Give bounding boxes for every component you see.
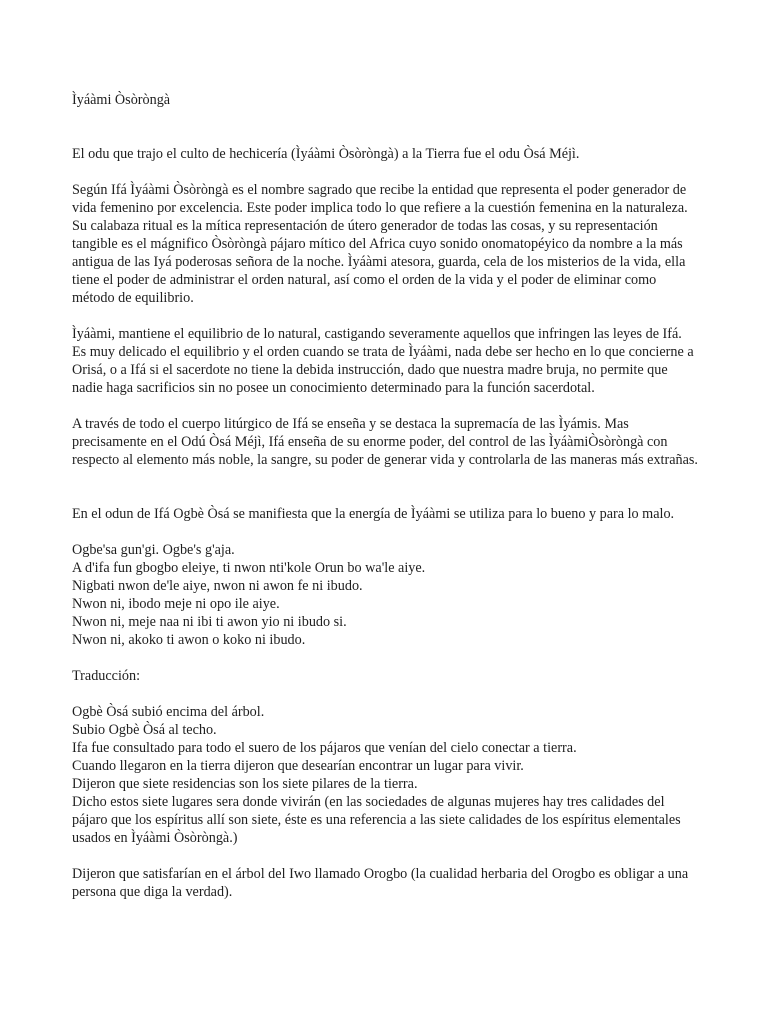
document-page bbox=[72, 91, 698, 919]
translation-line: Dijeron que siete residencias son los siete pilares de la tierra. bbox=[72, 776, 418, 792]
yoruba-verse bbox=[72, 541, 698, 649]
verse-line: Nwon ni, akoko ti awon o koko ni ibudo. bbox=[72, 632, 306, 648]
translation-line: Subio Ogbè Òsá al techo. bbox=[72, 722, 217, 738]
translation-heading: Traducción: bbox=[72, 668, 141, 684]
equilibrium-paragraph: Ìyáàmi, mantiene el equilibrio de lo natural, castigando severamente aquellos que infringen las leyes de Ifá. Es muy delicado el equilibrio y el orden cuando se trata de Ìyáàmi, nada debe ser hecho en lo que concierne a Orisá, o a Ifá si el sacerdote no tiene la debida instrucción, dado que nuestra madre bruja, no permite que nadie haga sacrificios sin no posee un conocimiento determinado para la función sacerdotal. bbox=[72, 326, 694, 396]
page-title: Ìyáàmi Òsòròngà bbox=[72, 92, 171, 108]
definition-paragraph: Según Ifá Ìyáàmi Òsòròngà es el nombre sagrado que recibe la entidad que representa el poder generador de vida femenino por excelencia. Este poder implica todo lo que refiere a la cuestión femenina en la naturaleza. Su calabaza ritual es la mítica representación de útero generador de todas las cosas, y su representación tangible es el mágnifico Òsòròngà pájaro mítico del Africa cuyo sonido onomatopéyico da nombre a la más antigua de las Iyá poderosas señora de la noche. Ìyáàmi atesora, guarda, cela de los misterios de la vida, ella tiene el poder de administrar el orden natural, así como el orden de la vida y el poder de eliminar como método de equilibrio. bbox=[72, 182, 688, 306]
verse-line: Nwon ni, meje naa ni ibi ti awon yio ni ibudo si. bbox=[72, 614, 347, 630]
verse-line: Ogbe'sa gun'gi. Ogbe's g'aja. bbox=[72, 542, 235, 558]
closing-paragraph: Dijeron que satisfarían en el árbol del Iwo llamado Orogbo (la cualidad herbaria del Orogbo es obligar a una persona que diga la verdad). bbox=[72, 866, 689, 900]
liturgy-paragraph: A través de todo el cuerpo litúrgico de Ifá se enseña y se destaca la supremacía de las Ìyámis. Mas precisamente en el Odú Òsá Méjì, Ifá enseña de su enorme poder, del control de las ÌyáàmiÒsòròngà con respecto al elemento más noble, la sangre, su poder de generar vida y controlarla de las maneras más extrañas. bbox=[72, 416, 698, 468]
translation-line: Ogbè Òsá subió encima del árbol. bbox=[72, 704, 265, 720]
odun-paragraph: En el odun de Ifá Ogbè Òsá se manifiesta que la energía de Ìyáàmi se utiliza para lo bueno y para lo malo. bbox=[72, 506, 675, 522]
translation-block bbox=[72, 703, 698, 847]
translation-line: Ifa fue consultado para todo el suero de los pájaros que venían del cielo conectar a tierra. bbox=[72, 740, 577, 756]
verse-line: A d'ifa fun gbogbo eleiye, ti nwon nti'kole Orun bo wa'le aiye. bbox=[72, 560, 426, 576]
verse-line: Nigbati nwon de'le aiye, nwon ni awon fe ni ibudo. bbox=[72, 578, 363, 594]
translation-line: Dicho estos siete lugares sera donde vivirán (en las sociedades de algunas mujeres hay tres calidades del pájaro que los espíritus allí son siete, éste es una referencia a las siete calidades de los espíritus elementales usados en Ìyáàmi Òsòròngà.) bbox=[72, 794, 681, 846]
translation-line: Cuando llegaron en la tierra dijeron que desearían encontrar un lugar para vivir. bbox=[72, 758, 524, 774]
verse-line: Nwon ni, ibodo meje ni opo ile aiye. bbox=[72, 596, 280, 612]
intro-paragraph: El odu que trajo el culto de hechicería (Ìyáàmi Òsòròngà) a la Tierra fue el odu Òsá Méjì. bbox=[72, 146, 580, 162]
